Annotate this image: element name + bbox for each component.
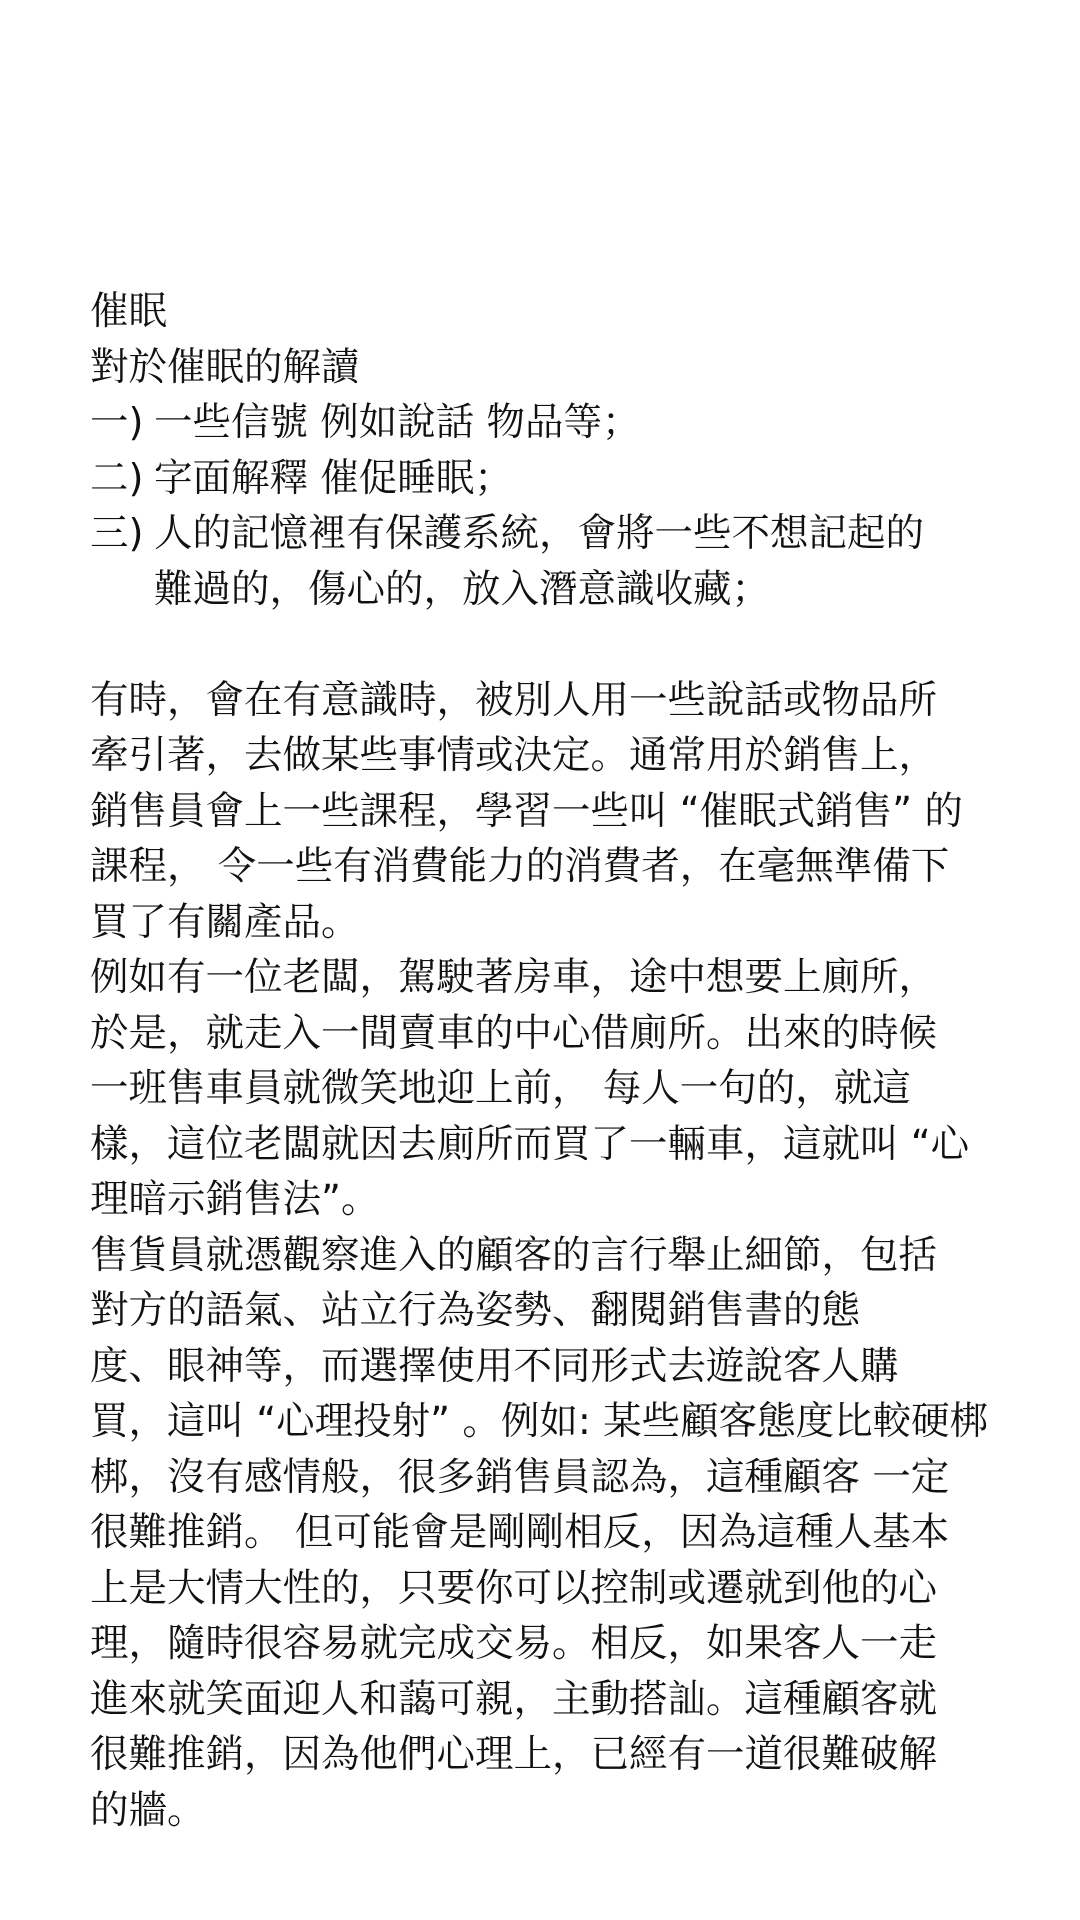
text-line: 人的記憶裡有保護系統，會將一些不想記起的 (154, 511, 925, 556)
text-line: 字面解釋 催促睡眠； (154, 455, 513, 501)
list-marker: 三) (90, 511, 144, 556)
text-line: 售貨員就憑觀察進入的顧客的言行舉止細節，包括 (90, 1232, 938, 1278)
text-line: 例如有一位老闆，駕駛著房車，途中想要上廁所， (90, 955, 938, 1000)
list-item-text (154, 506, 1020, 617)
document-page (90, 284, 1020, 1838)
text-line: 度、眼神等，而選擇使用不同形式去遊說客人購 (90, 1343, 899, 1389)
text-line: 銷售員會上一些課程，學習一些叫 “催眠式銷售” 的 (90, 788, 963, 834)
text-line: 理暗示銷售法”。 (90, 1177, 380, 1222)
list-item (90, 506, 1020, 617)
text-line: 樣，這位老闆就因去廁所而買了一輛車，這就叫 “心 (90, 1121, 970, 1167)
text-line: 梆，沒有感情般，很多銷售員認為，這種顧客 一定 (90, 1454, 950, 1500)
text-line: 課程， 令一些有消費能力的消費者，在毫無準備下 (90, 844, 950, 889)
text-line: 一班售車員就微笑地迎上前， 每人一句的，就這 (90, 1066, 911, 1111)
list-item-text (154, 451, 1020, 507)
definition-list (90, 395, 1020, 617)
text-line: 買了有關產品。 (90, 899, 360, 945)
paragraph-spacer (90, 617, 1020, 673)
paragraph (90, 950, 1020, 1228)
text-line: 於是，就走入一間賣車的中心借廁所。出來的時候 (90, 1010, 938, 1056)
document-subtitle: 對於催眠的解讀 (90, 344, 360, 390)
text-line: 很難推銷，因為他們心理上，已經有一道很難破解 (90, 1732, 938, 1777)
text-line: 很難推銷。 但可能會是剛剛相反，因為這種人基本 (90, 1510, 950, 1555)
text-line: 一些信號 例如說話 物品等； (154, 400, 641, 445)
list-item (90, 451, 1020, 507)
list-item (90, 395, 1020, 451)
list-marker: 二) (90, 455, 144, 501)
list-marker: 一) (90, 400, 144, 445)
document-title: 催眠 (90, 289, 168, 334)
text-line: 買，這叫 “心理投射” 。例如: 某些顧客態度比較硬梆 (90, 1399, 989, 1444)
text-line: 理，隨時很容易就完成交易。相反，如果客人一走 (90, 1621, 938, 1666)
text-line: 的牆。 (90, 1787, 206, 1833)
text-line: 牽引著，去做某些事情或決定。通常用於銷售上， (90, 733, 938, 778)
text-line: 進來就笑面迎人和藹可親，主動搭訕。這種顧客就 (90, 1676, 938, 1722)
text-line: 有時，會在有意識時，被別人用一些說話或物品所 (90, 677, 938, 723)
paragraph (90, 1228, 1020, 1839)
text-line: 上是大情大性的，只要你可以控制或遷就到他的心 (90, 1565, 938, 1611)
paragraph (90, 673, 1020, 951)
text-line: 難過的，傷心的，放入潛意識收藏； (154, 566, 771, 612)
list-item-text (154, 395, 1020, 451)
text-line: 對方的語氣、站立行為姿勢、翻閱銷售書的態 (90, 1288, 861, 1333)
